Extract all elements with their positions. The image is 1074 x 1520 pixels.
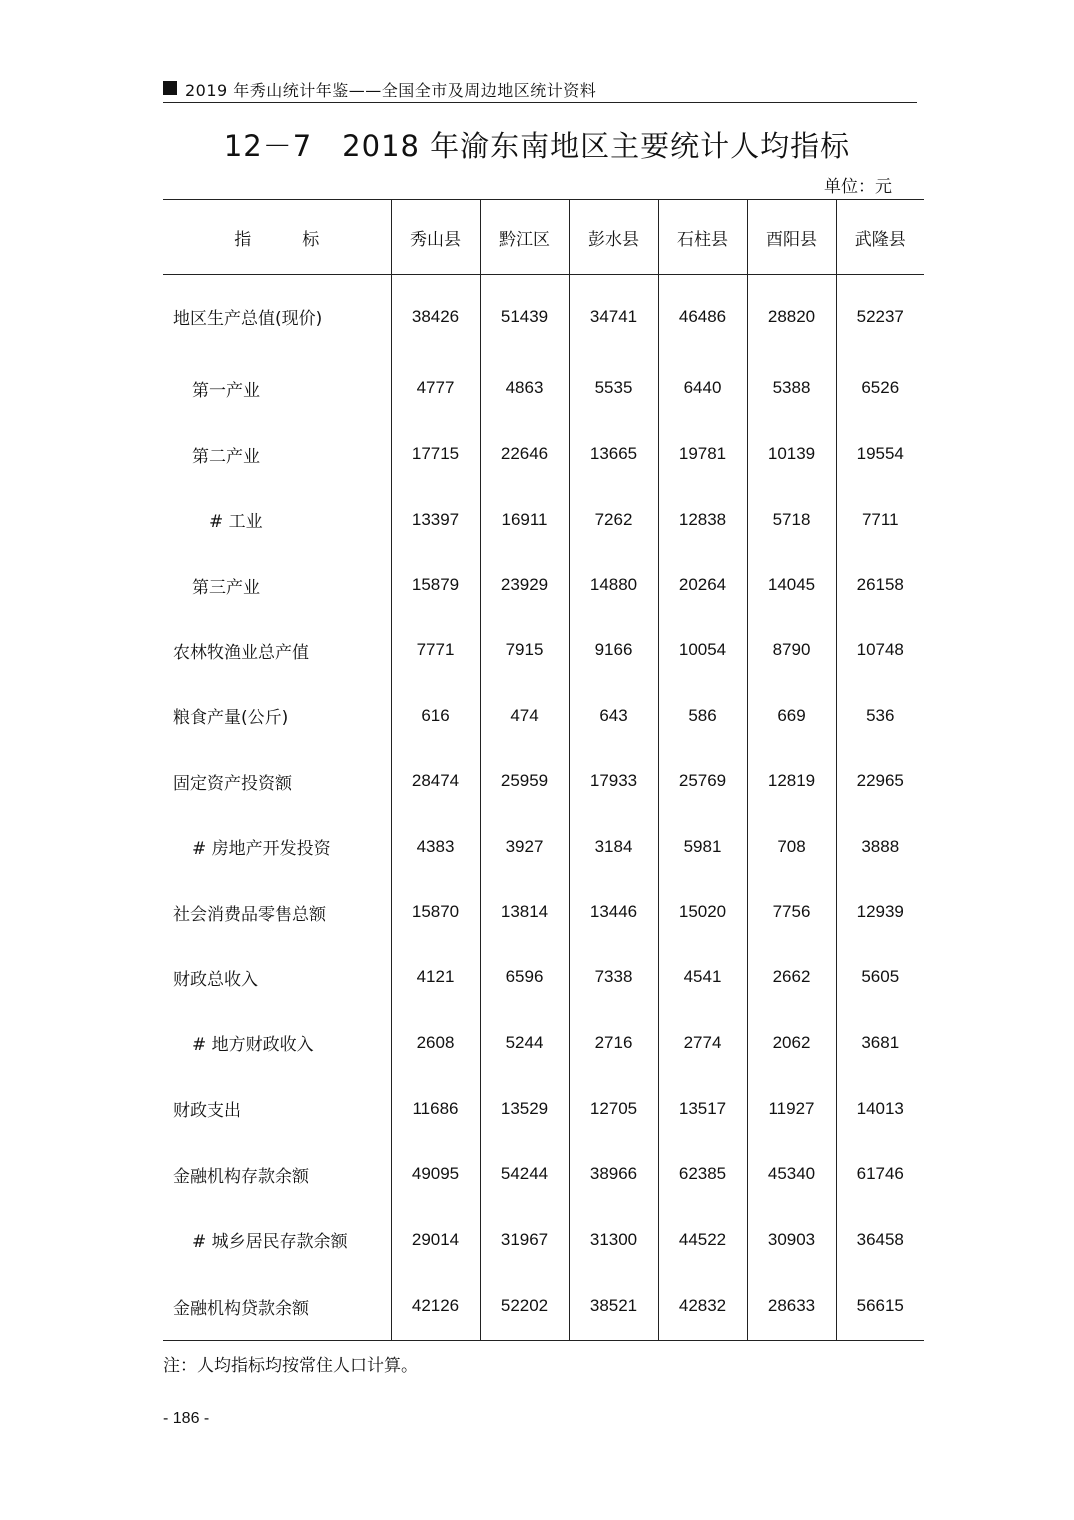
column-header: 酉阳县: [747, 200, 836, 275]
table-cell: 22646: [480, 422, 569, 487]
table-cell: 51439: [480, 275, 569, 355]
table-row: [163, 355, 924, 422]
table-cell: 22965: [836, 749, 924, 814]
table-cell: 643: [569, 683, 658, 749]
row-label: 固定资产投资额: [173, 773, 292, 794]
table-cell: 38521: [569, 1273, 658, 1341]
table-cell: 17715: [391, 422, 480, 487]
table-cell: 7915: [480, 618, 569, 683]
table-row: [163, 814, 924, 880]
table-cell: 3681: [836, 1010, 924, 1076]
table-cell: 5981: [658, 814, 747, 880]
running-header: [163, 76, 917, 103]
column-header: 石柱县: [658, 200, 747, 275]
table-cell: 6526: [836, 355, 924, 422]
row-label: 金融机构贷款余额: [163, 1273, 391, 1341]
table-cell: 474: [480, 683, 569, 749]
table-row: [163, 880, 924, 945]
table-cell: 17933: [569, 749, 658, 814]
table-row: [163, 1076, 924, 1142]
row-label: 金融机构存款余额: [173, 1166, 309, 1187]
table-cell: 14013: [836, 1076, 924, 1142]
table-cell: 2716: [569, 1010, 658, 1076]
table-cell: 536: [836, 683, 924, 749]
table-cell: 31300: [569, 1207, 658, 1273]
table-cell: 16911: [480, 487, 569, 553]
table-cell: 12705: [569, 1076, 658, 1142]
row-label: # 地方财政收入: [192, 1035, 314, 1055]
table-cell: 8790: [747, 618, 836, 683]
table-cell: 708: [747, 814, 836, 880]
table-cell: 61746: [836, 1142, 924, 1207]
row-label: # 房地产开发投资: [192, 839, 331, 859]
table-cell: 13446: [569, 880, 658, 945]
table-row: [163, 1010, 924, 1076]
row-label: # 工业: [209, 512, 263, 532]
table-cell: 49095: [391, 1142, 480, 1207]
row-label: 财政总收入: [173, 969, 258, 990]
table-cell: 52202: [480, 1273, 569, 1341]
table-cell: 54244: [480, 1142, 569, 1207]
table-cell: 13397: [391, 487, 480, 553]
row-label: 社会消费品零售总额: [173, 904, 326, 925]
row-label: # 城乡居民存款余额: [192, 1232, 348, 1252]
table-cell: 42126: [391, 1273, 480, 1341]
table-cell: 10748: [836, 618, 924, 683]
table-row: [163, 749, 924, 814]
table-cell: 9166: [569, 618, 658, 683]
page-number: - 186 -: [163, 1410, 210, 1427]
header-square-marker: [163, 81, 177, 95]
table-cell: 19781: [658, 422, 747, 487]
table-cell: 38426: [391, 275, 480, 355]
table-cell: 586: [658, 683, 747, 749]
table-cell: 46486: [658, 275, 747, 355]
statistics-table: [163, 199, 924, 1341]
table-cell: 2608: [391, 1010, 480, 1076]
table-cell: 5244: [480, 1010, 569, 1076]
table-cell: 6440: [658, 355, 747, 422]
table-cell: 62385: [658, 1142, 747, 1207]
table-cell: 12939: [836, 880, 924, 945]
table-cell: 5388: [747, 355, 836, 422]
table-cell: 3927: [480, 814, 569, 880]
row-label: 第一产业: [192, 380, 260, 401]
table-row: [163, 1142, 924, 1207]
table-cell: 10139: [747, 422, 836, 487]
table-row: [163, 1207, 924, 1273]
table-cell: 13529: [480, 1076, 569, 1142]
table-cell: 36458: [836, 1207, 924, 1273]
table-cell: 25959: [480, 749, 569, 814]
table-cell: 30903: [747, 1207, 836, 1273]
table-cell: 7711: [836, 487, 924, 553]
column-header: 彭水县: [569, 200, 658, 275]
table-cell: 12838: [658, 487, 747, 553]
table-title: 12－7 2018 年渝东南地区主要统计人均指标: [223, 129, 851, 163]
table-cell: 6596: [480, 945, 569, 1010]
table-cell: 28633: [747, 1273, 836, 1341]
table-cell: 2774: [658, 1010, 747, 1076]
table-cell: 44522: [658, 1207, 747, 1273]
table-cell: 52237: [836, 275, 924, 355]
table-cell: 4541: [658, 945, 747, 1010]
table-cell: 2062: [747, 1010, 836, 1076]
table-cell: 13814: [480, 880, 569, 945]
table-cell: 4863: [480, 355, 569, 422]
table-cell: 56615: [836, 1273, 924, 1341]
unit-label: 单位：元: [824, 177, 892, 197]
table-row: [163, 275, 924, 355]
table-row: [163, 1273, 924, 1341]
table-cell: 15020: [658, 880, 747, 945]
table-header-row: [163, 200, 924, 275]
table-cell: 42832: [658, 1273, 747, 1341]
table-cell: 31967: [480, 1207, 569, 1273]
table-row: [163, 487, 924, 553]
row-label: 粮食产量(公斤): [173, 708, 289, 728]
column-header: 黔江区: [480, 200, 569, 275]
table-cell: 12819: [747, 749, 836, 814]
table-row: [163, 618, 924, 683]
table-row: [163, 553, 924, 618]
table-cell: 20264: [658, 553, 747, 618]
table-cell: 11927: [747, 1076, 836, 1142]
row-label: 第三产业: [192, 577, 260, 598]
table-cell: 3888: [836, 814, 924, 880]
table-cell: 4121: [391, 945, 480, 1010]
table-cell: 38966: [569, 1142, 658, 1207]
row-label: 第二产业: [192, 446, 260, 467]
table-cell: 5718: [747, 487, 836, 553]
table-cell: 13517: [658, 1076, 747, 1142]
row-label: 地区生产总值(现价): [173, 309, 323, 330]
table-cell: 13665: [569, 422, 658, 487]
row-label: 农林牧渔业总产值: [173, 642, 309, 663]
table-cell: 28820: [747, 275, 836, 355]
table-cell: 23929: [480, 553, 569, 618]
table-cell: 11686: [391, 1076, 480, 1142]
table-cell: 15870: [391, 880, 480, 945]
table-body: [163, 275, 924, 1341]
table-row: [163, 683, 924, 749]
table-cell: 7262: [569, 487, 658, 553]
table-cell: 14045: [747, 553, 836, 618]
table-cell: 5535: [569, 355, 658, 422]
table-cell: 4777: [391, 355, 480, 422]
table-cell: 28474: [391, 749, 480, 814]
table-cell: 669: [747, 683, 836, 749]
table-cell: 45340: [747, 1142, 836, 1207]
column-header: 秀山县: [391, 200, 480, 275]
table-cell: 34741: [569, 275, 658, 355]
table-cell: 7756: [747, 880, 836, 945]
table-cell: 2662: [747, 945, 836, 1010]
indicator-header: 指 标: [163, 200, 391, 275]
row-label: 财政支出: [173, 1101, 241, 1121]
table-cell: 7771: [391, 618, 480, 683]
table-row: [163, 945, 924, 1010]
table-cell: 25769: [658, 749, 747, 814]
table-cell: 26158: [836, 553, 924, 618]
header-text: 2019 年秀山统计年鉴——全国全市及周边地区统计资料: [185, 80, 597, 100]
table-cell: 3184: [569, 814, 658, 880]
table-cell: 10054: [658, 618, 747, 683]
table-cell: 14880: [569, 553, 658, 618]
table-row: [163, 422, 924, 487]
table-cell: 4383: [391, 814, 480, 880]
table-cell: 616: [391, 683, 480, 749]
table-cell: 5605: [836, 945, 924, 1010]
table-cell: 7338: [569, 945, 658, 1010]
table-cell: 15879: [391, 553, 480, 618]
footnote: 注：人均指标均按常住人口计算。: [163, 1356, 418, 1376]
table-cell: 29014: [391, 1207, 480, 1273]
table-cell: 19554: [836, 422, 924, 487]
column-header: 武隆县: [836, 200, 924, 275]
